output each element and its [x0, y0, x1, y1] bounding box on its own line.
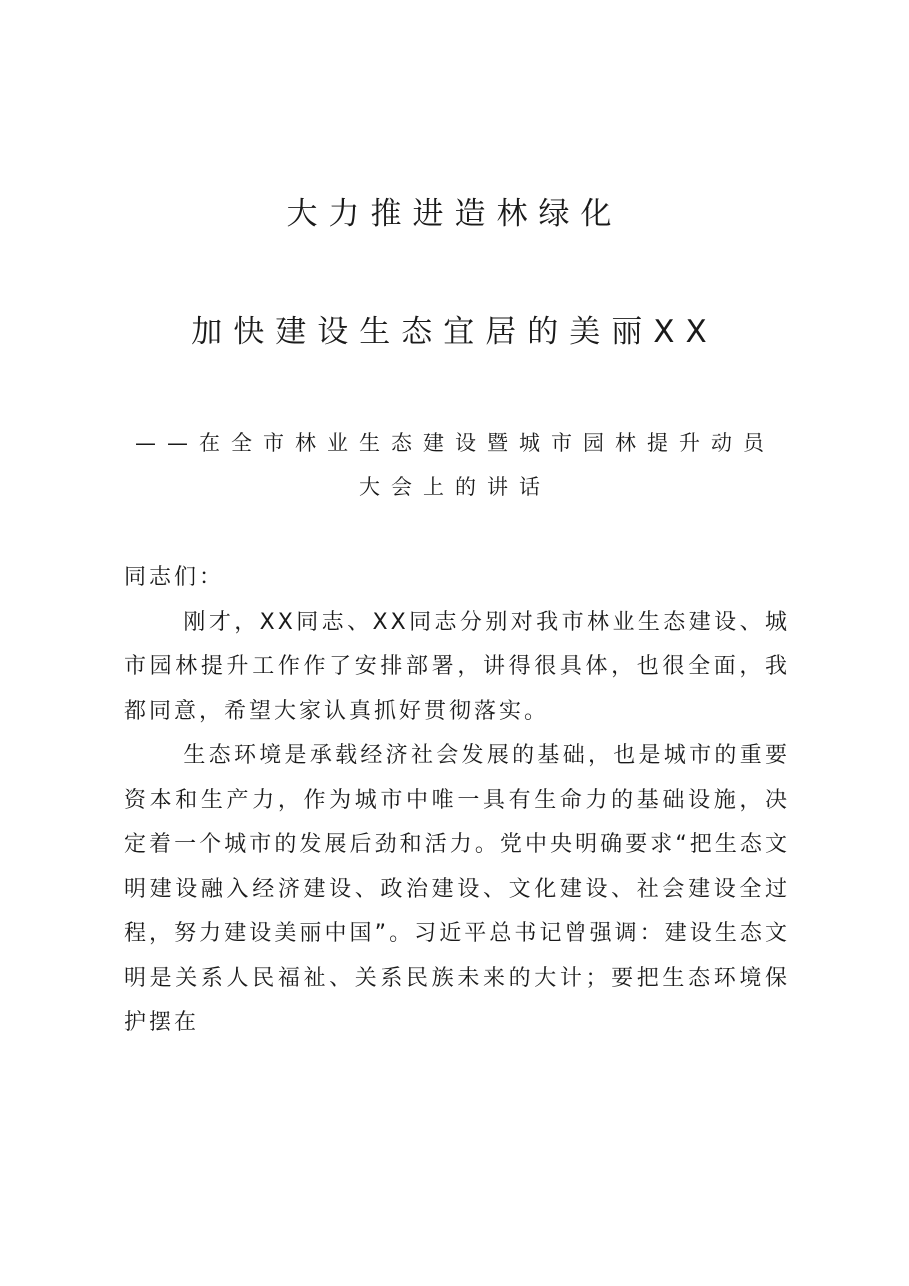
body-text	[124, 556, 790, 1046]
title-line-2: 加快建设生态宜居的美丽XX	[191, 314, 718, 350]
title-line-1: 大力推进造林绿化	[286, 196, 623, 232]
salutation: 同志们：	[124, 565, 225, 590]
paragraph-1: 刚才，XX同志、XX同志分别对我市林业生态建设、城市园林提升工作作了安排部署，讲得很具体，也很全面，我都同意，希望大家认真抓好贯彻落实。	[124, 609, 790, 724]
subtitle: ——在全市林业生态建设暨城市园林提升动员大会上的讲话	[135, 431, 775, 499]
paragraph-2: 生态环境是承载经济社会发展的基础，也是城市的重要资本和生产力，作为城市中唯一具有生命力的基础设施，决定着一个城市的发展后劲和活力。党中央明确要求“把生态文明建设融入经济建设、政治建设、文化建设、社会建设全过程，努力建设美丽中国”。习近平总书记曾强调：建设生态文明是关系人民福祉、关系民族未来的大计；要把生态环境保护摆在	[124, 743, 790, 1035]
